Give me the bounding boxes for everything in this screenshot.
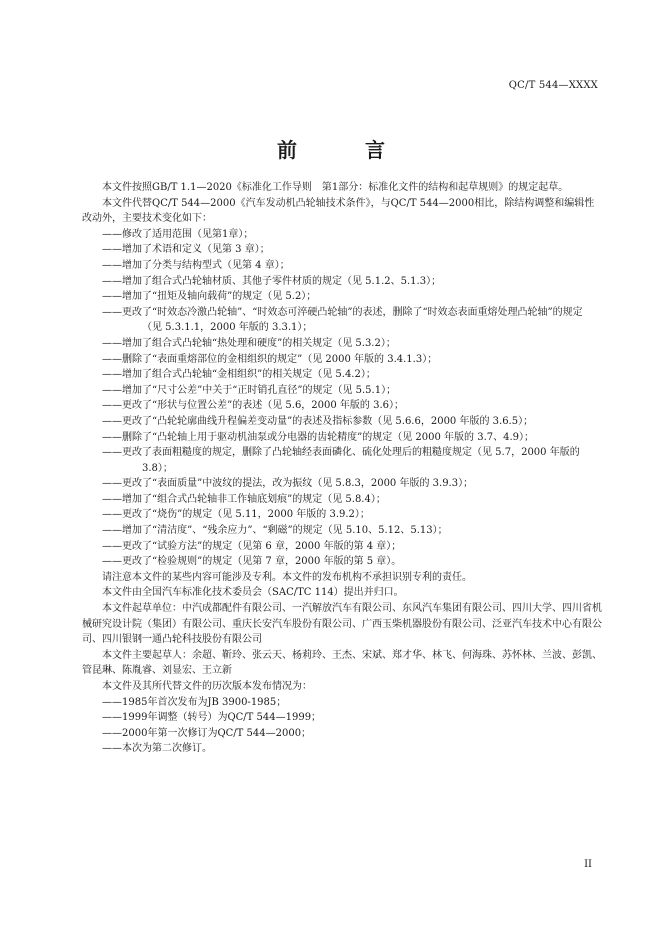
- change-item: ——增加了组合式凸轮轴“热处理和硬度”的相关规定（见 5.3.2）；: [102, 337, 396, 349]
- history-list: [82, 695, 602, 757]
- change-item: ——增加了组合式凸轮轴“金相组织”的相关规定（见 5.4.2）；: [102, 369, 376, 381]
- change-item: ——更改了“烧伤”的规定（见 5.11，2000 年版的 3.9.2）；: [102, 509, 370, 521]
- change-item: ——删除了“表面重熔部位的金相组织的规定”（见 2000 年版的 3.4.1.3）；: [102, 353, 438, 365]
- change-item: ——增加了术语和定义（见第 3 章）；: [102, 244, 270, 256]
- change-item: ——更改了“试验方法”的规定（见第 6 章，2000 年版的第 4 章）；: [102, 540, 402, 552]
- replacement-paragraph: 本文件代替QC/T 544—2000《汽车发动机凸轮轴技术条件》，与QC/T 544—2000相比，除结构调整和编辑性改动外，主要技术变化如下：: [82, 197, 595, 225]
- change-item: ——更改了“检验规则”的规定（见第 7 章，2000 年版的第 5 章）。: [102, 556, 402, 568]
- change-item: ——删除了“凸轮轴上用于驱动机油泵或分电器的齿轮精度”的规定（见 2000 年版的 3.7、4.9）；: [102, 431, 535, 443]
- drafting-rule-paragraph: 本文件按照GB/T 1.1—2020《标准化工作导则 第1部分：标准化文件的结构和起草规则》的规定起草。: [102, 182, 569, 193]
- change-item: ——增加了组合式凸轮轴材质、其他子零件材质的规定（见 5.1.2、5.1.3）；: [102, 275, 442, 287]
- change-item: ——增加了“清洁度”、“残余应力”、“剩磁”的规定（见 5.10、5.12、5.13）；: [102, 525, 448, 537]
- drafting-units-paragraph: 本文件起草单位：中汽成都配件有限公司、一汽解放汽车有限公司、东风汽车集团有限公司、四川大学、四川省机械研究设计院（集团）有限公司、重庆长安汽车股份有限公司、广西玉柴机器股份有限公司、泛亚汽车技术中心有限公司、四川银钢一通凸轮科技股份有限公司: [82, 603, 602, 646]
- change-item: ——更改了“凸轮轮廓曲线升程偏差变动量”的表述及指标参数（见 5.6.6，2000 年版的 3.6.5）；: [102, 415, 534, 427]
- history-item: ——本次为第二次修订。: [102, 743, 212, 755]
- document-body: [82, 180, 602, 757]
- change-item: ——增加了“尺寸公差”中关于“正时销孔直径”的规定（见 5.5.1）；: [102, 384, 397, 396]
- history-item: ——1999年调整（转号）为QC/T 544—1999；: [102, 712, 322, 724]
- patent-notice: 请注意本文件的某些内容可能涉及专利。本文件的发布机构不承担识别专利的责任。: [102, 571, 472, 583]
- drafters-paragraph: 本文件主要起草人：余超、靳玲、张云天、杨莉玲、王杰、宋斌、郑才华、林飞、何海珠、苏怀林、兰波、彭凯、管昆琳、陈胤睿、刘显宏、王立新: [82, 649, 602, 677]
- history-intro: 本文件及其所代替文件的历次版本发布情况为：: [102, 681, 312, 692]
- change-item: ——更改了“时效态冷激凸轮轴”、“时效态可淬硬凸轮轴”的表述，删除了“时效态表面重熔处理凸轮轴”的规定（见 5.3.1.1，2000 年版的 3.3.1）；: [102, 306, 583, 334]
- change-item: ——更改了表面粗糙度的规定，删除了凸轮轴经表面磷化、硫化处理后的粗糙度规定（见 5.7，2000 年版的 3.8）；: [102, 447, 580, 474]
- change-item: ——更改了“表面质量”中波纹的提法，改为振纹（见 5.8.3，2000 年版的 3.9.3）；: [102, 478, 474, 490]
- page-title: 前 言: [277, 138, 409, 162]
- history-item: ——1985年首次发布为JB 3900-1985；: [102, 696, 287, 708]
- change-item: ——增加了“组合式凸轮轴非工作轴底划痕”的规定（见 5.8.4）；: [102, 493, 386, 505]
- history-item: ——2000年第一次修订为QC/T 544—2000；: [102, 727, 312, 739]
- change-item: ——增加了分类与结构型式（见第 4 章）；: [102, 259, 290, 271]
- change-item: ——更改了“形状与位置公差”的表述（见 5.6，2000 年版的 3.6）；: [102, 400, 405, 412]
- page-number: II: [584, 859, 592, 870]
- changes-list: [82, 227, 602, 570]
- proposer-paragraph: 本文件由全国汽车标准化技术委员会（SAC/TC 114）提出并归口。: [102, 587, 404, 599]
- change-item: ——修改了适用范围（见第1章）；: [102, 228, 254, 240]
- change-item: ——增加了“扭矩及轴向载荷”的规定（见 5.2）；: [102, 291, 317, 303]
- standard-code: QC/T 544—XXXX: [508, 80, 598, 91]
